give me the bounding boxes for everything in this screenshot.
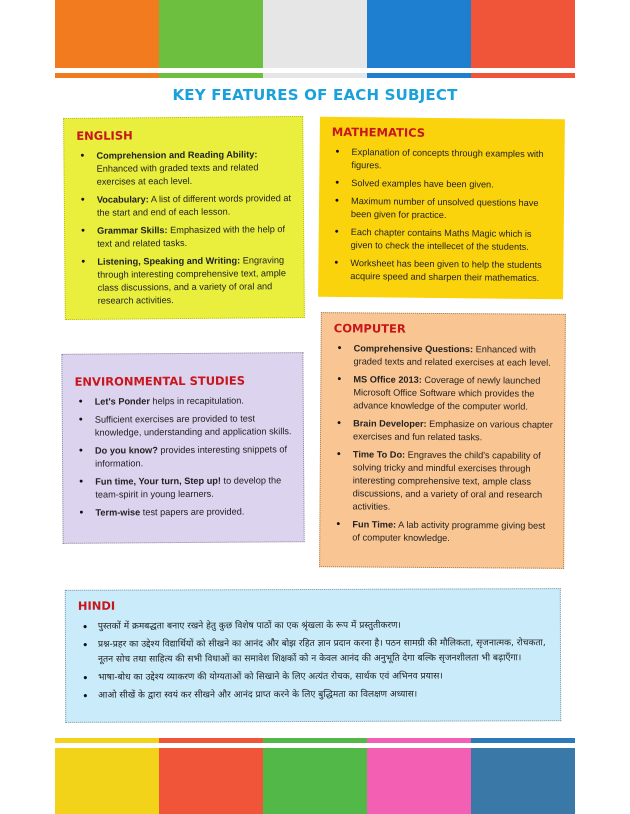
mathematics-heading: MATHEMATICS [331, 124, 426, 140]
mathematics-list [330, 146, 554, 285]
environmental-studies-card [61, 352, 304, 544]
hindi-card [65, 588, 561, 723]
feature-item-text: test papers are provided. [140, 506, 245, 518]
environmental-studies-heading: ENVIRONMENTAL STUDIES [74, 373, 246, 389]
feature-item [75, 474, 293, 502]
feature-item [331, 226, 554, 254]
hindi-list [78, 618, 550, 704]
top-strip-segment [263, 73, 367, 78]
feature-item-text: Sufficient exercises are provided to test knowledge, understanding and application skills. [94, 413, 292, 438]
feature-item-label: Fun Time: [352, 519, 397, 530]
feature-item [78, 687, 550, 704]
bottom-strip-segment [367, 738, 471, 743]
top-color-block [471, 0, 575, 68]
feature-item-text: Enhanced with graded texts and related exercises at each level. [96, 162, 259, 187]
feature-item-label: Fun time, Your turn, Step up! [95, 475, 221, 487]
feature-item [331, 146, 554, 174]
feature-item [75, 505, 293, 520]
feature-item-text: भाषा-बोध का उद्देश्य व्याकरण की योग्यताओं को सिखाने के लिए अत्यंत रोचक, सार्थक एवं अभिनव प्रयास। [98, 671, 443, 683]
feature-item [333, 417, 554, 445]
feature-item-text: provides interesting snippets of information. [95, 444, 288, 469]
feature-item [332, 518, 553, 546]
feature-item-text: Solved examples have been given. [351, 178, 494, 190]
feature-item [333, 373, 554, 414]
top-strip-segment [55, 73, 159, 78]
bottom-strip-segment [471, 738, 575, 743]
top-color-strip [55, 73, 575, 78]
feature-item-text: to develop the team-spirit in young learners. [95, 475, 282, 500]
top-color-block [367, 0, 471, 68]
feature-item-label: MS Office 2013: [353, 374, 422, 385]
hindi-heading: HINDI [77, 598, 116, 613]
feature-item [75, 394, 293, 409]
feature-item [78, 636, 550, 668]
feature-item-text: Engraving through interesting comprehensive text, ample class discussions, and a variety of oral and research activities. [97, 255, 286, 306]
environmental-studies-list [75, 394, 294, 520]
feature-item-text: पुस्तकों में क्रमबद्धता बनाए रखने हेतु कुछ विशेष पाठों का एक श्रृंखला के रूप में प्रस्तुतीकरण। [97, 620, 401, 632]
top-strip-segment [367, 73, 471, 78]
feature-item [78, 669, 550, 686]
feature-item-text: helps in recapitulation. [149, 395, 244, 407]
feature-item-label: Let's Ponder [94, 396, 150, 407]
feature-item-text: A lab activity programme giving best of computer knowledge. [352, 519, 546, 544]
english-card [63, 116, 305, 320]
feature-item [77, 254, 293, 308]
feature-item-text: Enhanced with graded texts and related exercises at each level. [353, 344, 551, 368]
feature-item-text: A list of different words provided at the start and end of each lesson. [96, 193, 292, 218]
feature-item [332, 448, 553, 515]
feature-item-text: Each chapter contains Maths Magic which is given to check the intellecet of the students. [350, 227, 532, 252]
feature-item-text: Maximum number of unsolved questions have been given for practice. [350, 196, 539, 221]
computer-card [319, 312, 566, 569]
feature-item-text: Explanation of concepts through examples with figures. [351, 147, 544, 171]
feature-item-text: Emphasized with the help of text and related tasks. [97, 224, 286, 249]
feature-item [76, 148, 292, 189]
top-color-blocks [55, 0, 575, 68]
feature-item-label: Listening, Speaking and Writing: [97, 255, 241, 267]
top-color-block [55, 0, 159, 68]
feature-item-label: Vocabulary: [96, 194, 149, 205]
bottom-strip-segment [263, 738, 367, 743]
computer-heading: COMPUTER [333, 321, 406, 336]
feature-item [330, 257, 553, 285]
bottom-color-block [367, 748, 471, 814]
feature-item-label: Comprehension and Reading Ability: [96, 149, 258, 161]
bottom-color-block [263, 748, 367, 814]
english-heading: ENGLISH [76, 128, 133, 143]
feature-item-label: Grammar Skills: [97, 225, 168, 236]
mathematics-card [318, 117, 565, 300]
feature-item [75, 412, 293, 440]
feature-item-label: Term-wise [95, 507, 141, 518]
top-color-block [159, 0, 263, 68]
feature-item [331, 195, 554, 223]
feature-item-label: Do you know? [94, 445, 158, 456]
feature-item-text: Worksheet has been given to help the students acquire speed and sharpen their mathematics. [350, 258, 542, 284]
bottom-color-block [55, 748, 159, 814]
feature-item [78, 618, 550, 635]
feature-item-text: Coverage of newly launched Microsoft Office Software which provides the advance knowledge of the computer world. [353, 374, 541, 412]
feature-item-text: Emphasize on various chapter exercises and fun related tasks. [352, 418, 553, 443]
bottom-strip-segment [159, 738, 263, 743]
feature-item [331, 177, 554, 192]
feature-item-label: Brain Developer: [353, 418, 427, 429]
computer-list [332, 342, 554, 546]
page-title: KEY FEATURES OF EACH SUBJECT [172, 86, 458, 104]
top-strip-segment [471, 73, 575, 78]
feature-item-text: Engraves the child's capability of solving tricky and mindful exercises through interesting comprehensive text, ample class discussions, and a variety of oral and research activities. [352, 449, 543, 512]
feature-item-text: प्रश्न-प्रहर का उद्देश्य विद्यार्थियों को सीखने का आनंद और बोझ रहित ज्ञान प्रदान करना है। पठन सामग्री की मौलिकता, सृजनात्मक, रोचकता, नूतन सोच तथा साहित्य की सभी विधाओं का समावेश शिक्षकों को न केवल आनंद की अनुभूति देगा बल्कि सृजनशीलता भी बढ़ाएँगा। [97, 638, 546, 665]
top-strip-segment [159, 73, 263, 78]
bottom-color-strip [55, 738, 575, 743]
top-color-block [263, 0, 367, 68]
bottom-color-blocks [55, 748, 575, 814]
feature-item-text: आओ सीखें के द्वारा स्वयं कर सीखने और आनंद प्राप्त करने के लिए बुद्धिमता का विलक्षण अध्यास। [98, 689, 418, 701]
bottom-color-block [471, 748, 575, 814]
feature-item-label: Time To Do: [352, 449, 406, 460]
bottom-color-block [159, 748, 263, 814]
feature-item [334, 342, 555, 370]
english-list [76, 148, 293, 308]
feature-item [77, 192, 293, 220]
feature-item [77, 223, 293, 251]
feature-item-label: Comprehensive Questions: [353, 343, 474, 355]
feature-item [75, 443, 293, 471]
bottom-strip-segment [55, 738, 159, 743]
